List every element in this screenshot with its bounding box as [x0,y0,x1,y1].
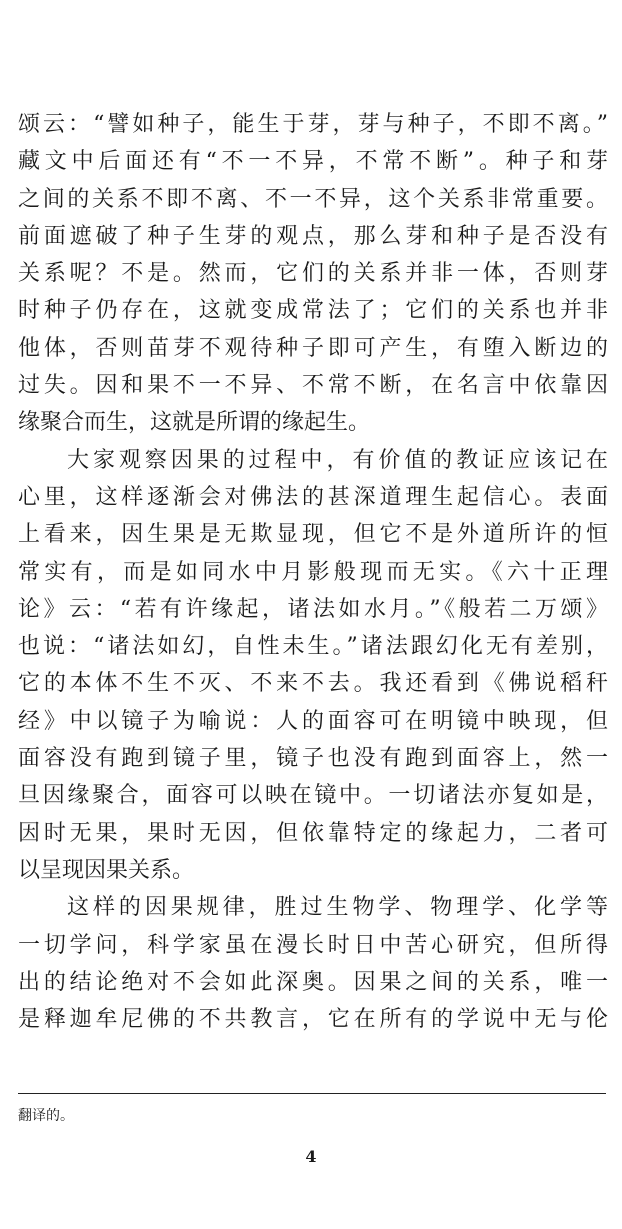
text-line: 上看来，因生果是无欺显现，但它不是外道所许的恒 [18,522,608,548]
text-line: 常实有，而是如同水中月影般现而无实。《六十正理 [18,559,608,585]
text-line: 论》云：“若有许缘起，诸法如水月。”《般若二万颂》 [18,596,608,622]
text-line: 面容没有跑到镜子里，镜子也没有跑到面容上，然一 [18,746,608,772]
text-line: 因时无果，果时无因，但依靠特定的缘起力，二者可 [18,820,608,846]
text-line: 之间的关系不即不离、不一不异，这个关系非常重要。 [18,186,608,212]
text-line: 缘聚合而生，这就是所谓的缘起生。 [18,410,371,436]
text-line: 它的本体不生不灭、不来不去。我还看到《佛说稻秆 [18,671,608,697]
page-number: 4 [305,1147,317,1166]
text-line: 心里，这样逐渐会对佛法的甚深道理生起信心。表面 [18,484,608,510]
text-line: 关系呢？不是。然而，它们的关系并非一体，否则芽 [18,261,608,287]
text-line: 一切学问，科学家虽在漫长时日中苦心研究，但所得 [18,932,608,958]
footnote-text: 翻译的。 [18,1108,74,1124]
footnote-divider [18,1093,606,1094]
text-line: 他体，否则苗芽不观待种子即可产生，有堕入断边的 [18,335,608,361]
text-line: 以呈现因果关系。 [18,857,195,883]
text-line: 大家观察因果的过程中，有价值的教证应该记在 [67,447,608,473]
text-line: 时种子仍存在，这就变成常法了；它们的关系也并非 [18,298,608,324]
text-line: 藏文中后面还有“不一不异，不常不断”。种子和芽 [18,149,608,175]
text-line: 是释迦牟尼佛的不共教言，它在所有的学说中无与伦 [18,1007,608,1033]
text-line: 过失。因和果不一不异、不常不断，在名言中依靠因 [18,373,608,399]
text-line: 经》中以镜子为喻说：人的面容可在明镜中映现，但 [18,708,608,734]
text-line: 出的结论绝对不会如此深奥。因果之间的关系，唯一 [18,969,608,995]
text-line: 颂云：“譬如种子，能生于芽，芽与种子，不即不离。” [18,112,608,137]
text-line: 这样的因果规律，胜过生物学、物理学、化学等 [67,895,608,921]
text-line: 也说：“诸法如幻，自性未生。”诸法跟幻化无有差别， [18,634,608,660]
text-line: 前面遮破了种子生芽的观点，那么芽和种子是否没有 [18,223,608,249]
text-line: 旦因缘聚合，面容可以映在镜中。一切诸法亦复如是， [18,783,608,809]
body-text [18,106,608,1038]
